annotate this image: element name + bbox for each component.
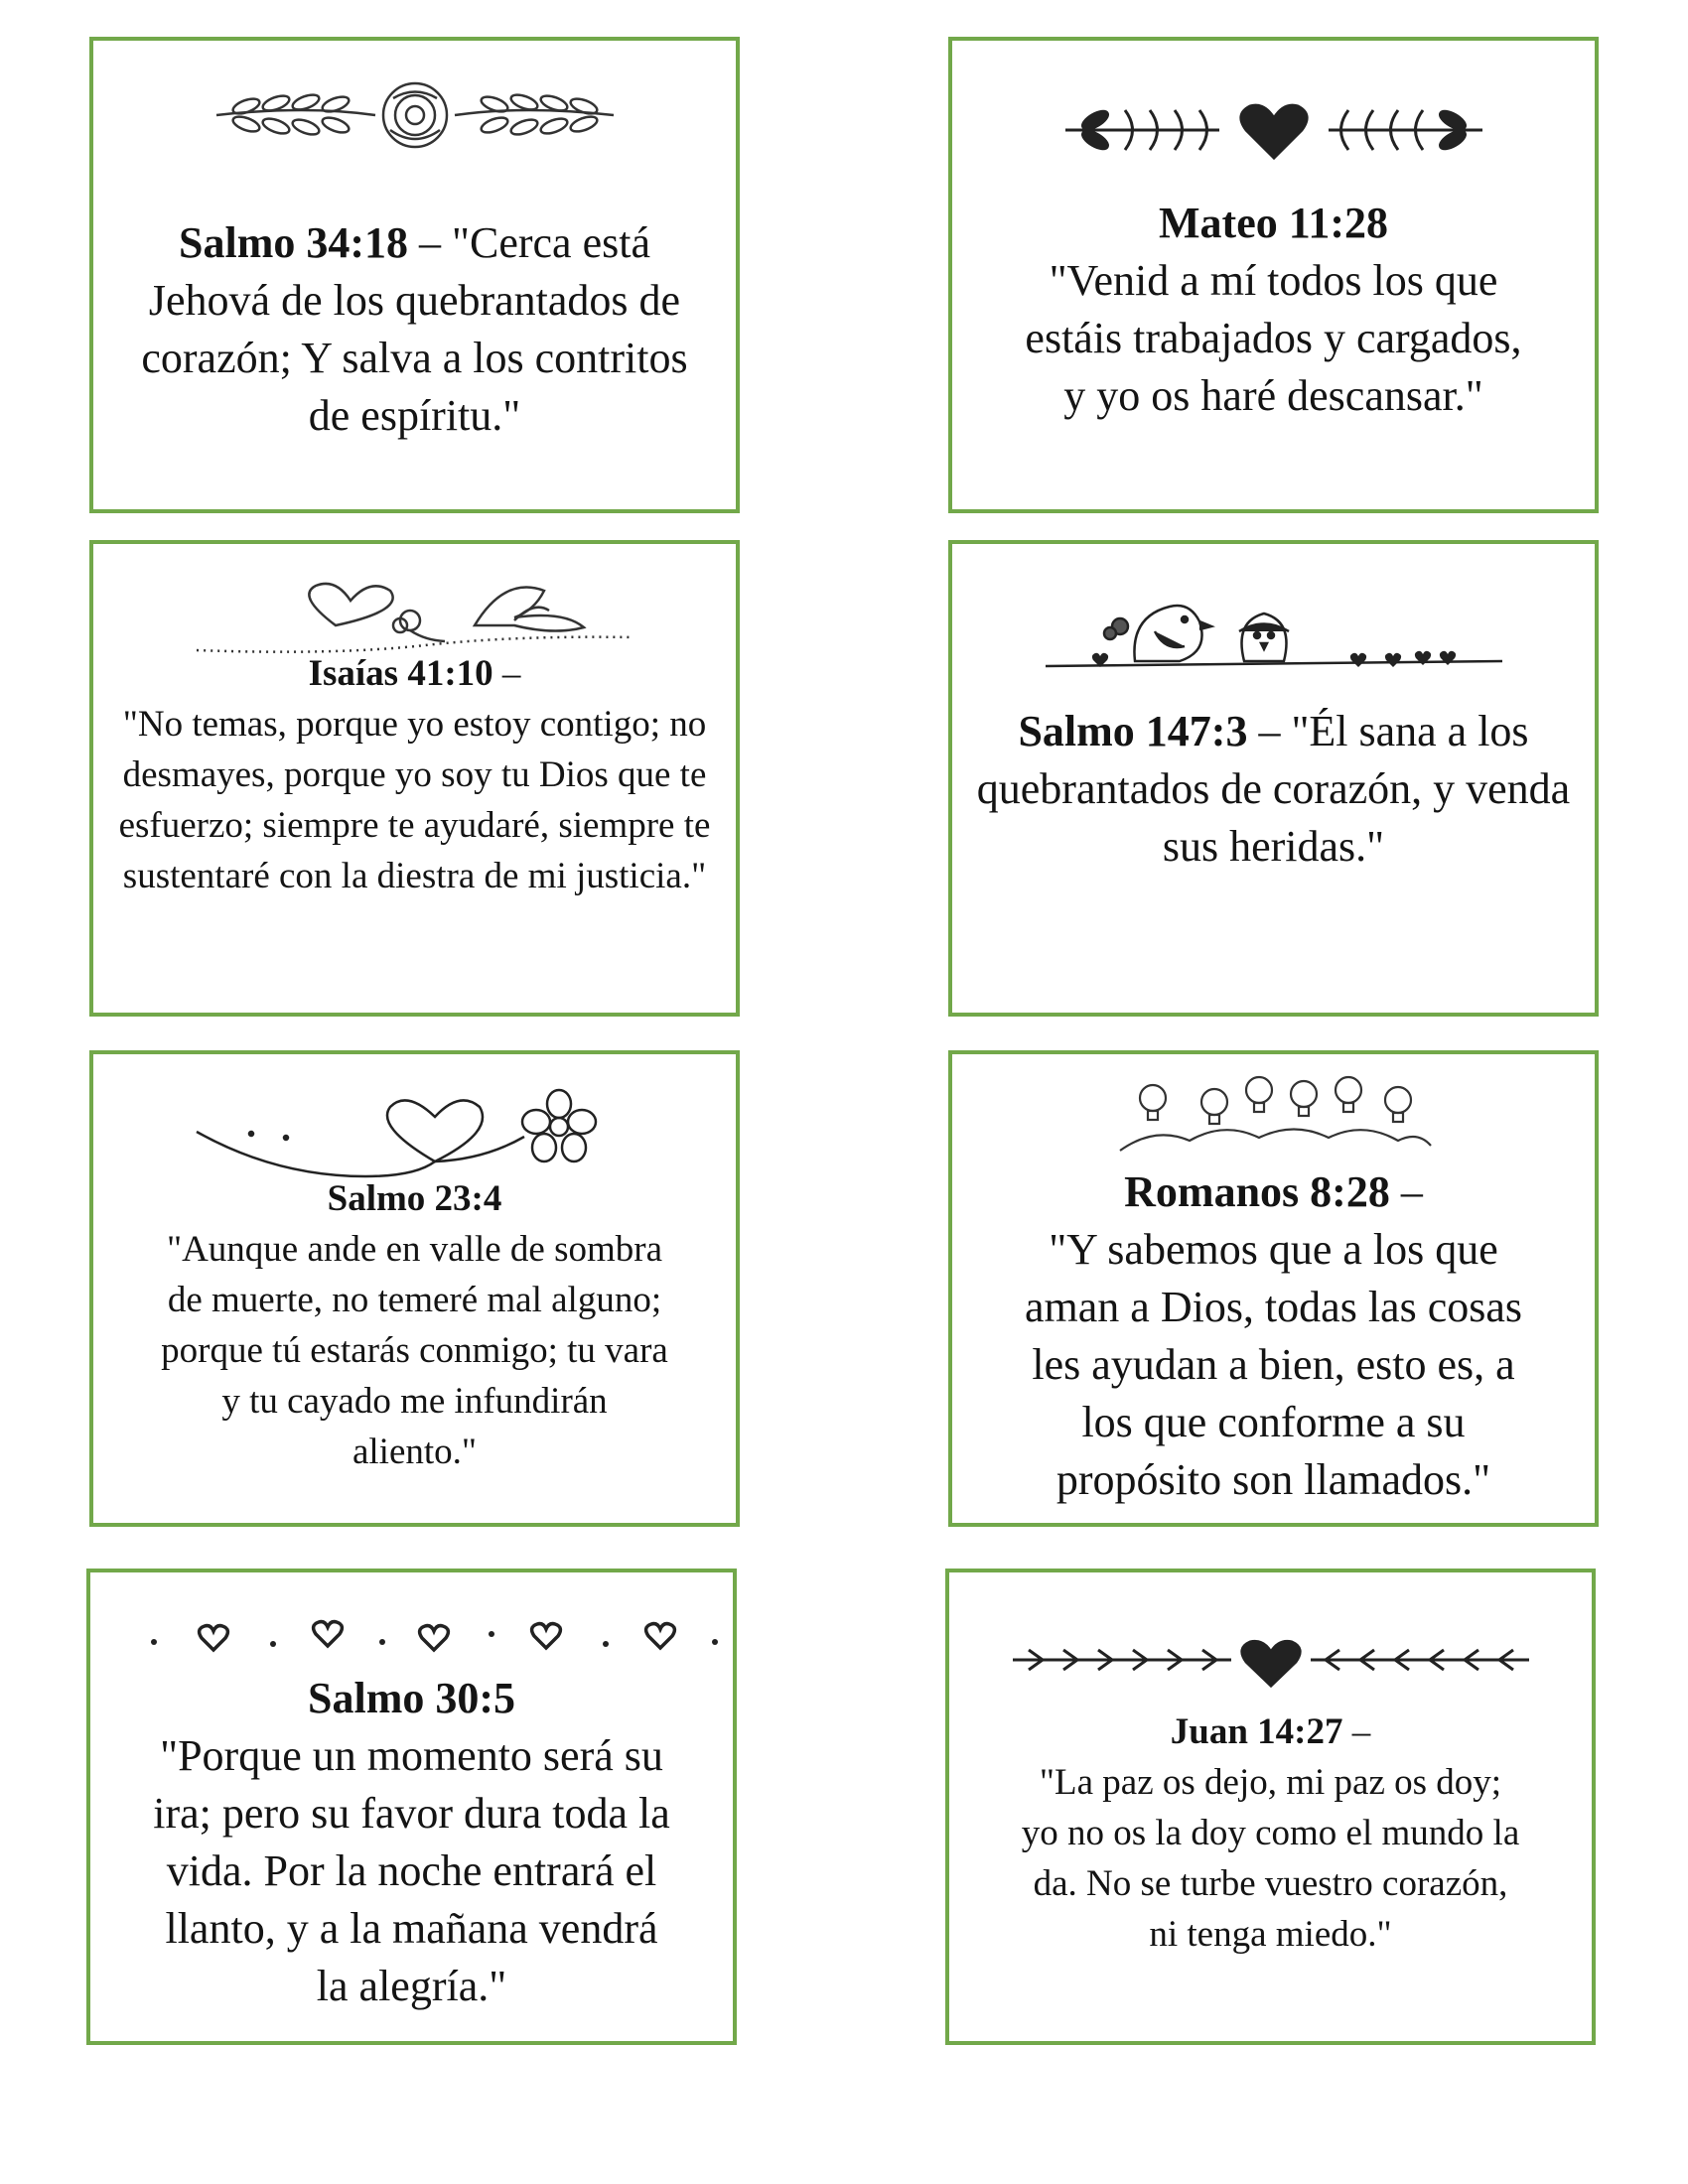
verse-reference: Juan 14:27 (1170, 1711, 1343, 1752)
reference-separator: – (1247, 707, 1292, 755)
heart-butterfly-icon (93, 566, 736, 655)
arrow-heart-icon (949, 1630, 1592, 1690)
light-bulbs-icon (952, 1076, 1595, 1156)
verse-reference: Salmo 23:4 (327, 1178, 502, 1219)
verse-body: "Él sana a los quebrantados de corazón, y venda sus heridas." (976, 707, 1571, 871)
verse-text-block (93, 214, 736, 445)
verse-reference: Mateo 11:28 (1159, 199, 1388, 247)
verse-reference: Salmo 30:5 (308, 1674, 515, 1722)
verse-card-salmo-23-4 (89, 1050, 740, 1527)
birds-on-wire-icon (952, 572, 1595, 681)
verse-body: "Porque un momento será su ira; pero su favor dura toda la vida. Por la noche entrará el llanto, y a la mañana vendrá la alegría." (153, 1731, 670, 2010)
verse-card-romanos-8-28 (948, 1050, 1599, 1527)
verse-text-block (949, 1706, 1592, 1960)
verse-text-block (952, 195, 1595, 425)
verse-text-block (952, 1163, 1595, 1509)
reference-separator: – (408, 218, 453, 267)
verse-card-mateo-11-28 (948, 37, 1599, 513)
verse-text-block (90, 1670, 733, 2015)
laurel-rose-icon (93, 70, 736, 160)
verse-body: "No temas, porque yo estoy contigo; no desmayes, porque yo soy tu Dios que te esfuerzo; siempre te ayudaré, siempre te sustentaré con la diestra de mi justicia." (118, 704, 711, 896)
verse-text-block (93, 648, 736, 901)
verse-reference-line (973, 1706, 1568, 1757)
verse-card-juan-14-27 (945, 1569, 1596, 2045)
verse-body: "Venid a mí todos los que estáis trabajados y cargados, y yo os haré descansar." (1025, 256, 1522, 420)
verse-reference: Salmo 147:3 (1018, 707, 1248, 755)
verse-body: "Aunque ande en valle de sombra de muerte, no temeré mal alguno; porque tú estarás conmigo; tu vara y tu cayado me infundirán aliento." (161, 1229, 668, 1472)
reference-separator: – (1389, 1167, 1423, 1216)
reference-separator: – (1342, 1711, 1371, 1752)
verse-reference: Isaías 41:10 (308, 653, 493, 694)
verse-reference-line (117, 648, 712, 699)
verse-card-salmo-147-3 (948, 540, 1599, 1017)
verse-reference: Romanos 8:28 (1124, 1167, 1390, 1216)
verse-card-salmo-30-5 (86, 1569, 737, 2045)
verse-text-block (952, 703, 1595, 876)
reference-separator: – (492, 653, 521, 694)
dotted-hearts-icon (90, 1612, 733, 1662)
heart-flower-swirl-icon (93, 1082, 736, 1181)
verse-card-isaias-41-10 (89, 540, 740, 1017)
verse-text-block (93, 1173, 736, 1477)
verse-card-salmo-34-18 (89, 37, 740, 513)
verse-body: "Cerca está Jehová de los quebrantados de corazón; Y salva a los contritos de espíritu." (141, 218, 688, 440)
verse-body: "Y sabemos que a los que aman a Dios, todas las cosas les ayudan a bien, esto es, a los que conforme a su propósito son llamados." (1025, 1225, 1522, 1504)
verse-body: "La paz os dejo, mi paz os doy; yo no os la doy como el mundo la da. No se turbe vuestro corazón, ni tenga miedo." (1021, 1762, 1520, 1955)
verse-reference-line (976, 1163, 1571, 1221)
verse-reference: Salmo 34:18 (179, 218, 409, 267)
branch-heart-icon (952, 90, 1595, 170)
